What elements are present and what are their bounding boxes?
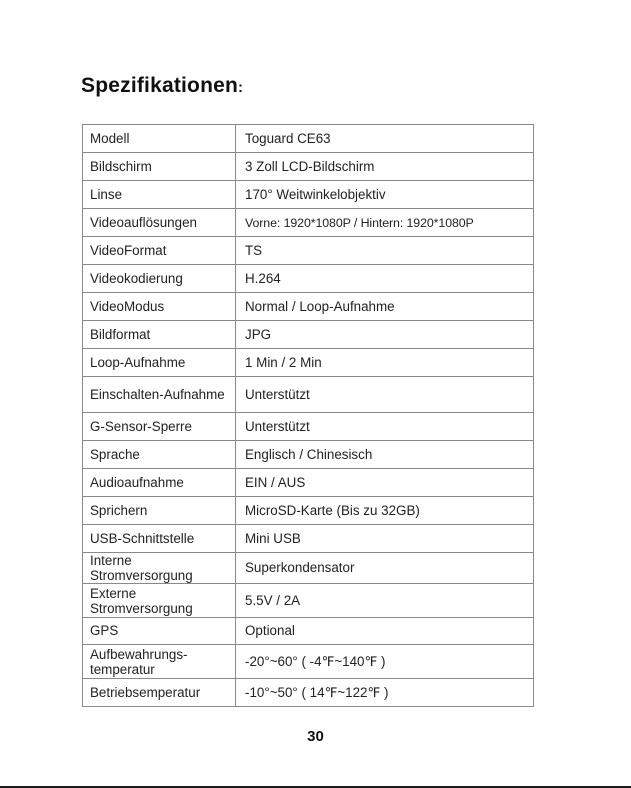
spec-value: 1 Min / 2 Min xyxy=(236,349,534,377)
spec-value: -20°~60° ( -4℉~140℉ ) xyxy=(236,645,534,679)
spec-label: USB-Schnittstelle xyxy=(83,525,236,553)
spec-row xyxy=(83,349,534,377)
spec-row xyxy=(83,125,534,153)
spec-label: Audioaufnahme xyxy=(83,469,236,497)
spec-value: MicroSD-Karte (Bis zu 32GB) xyxy=(236,497,534,525)
spec-row xyxy=(83,321,534,349)
page-title xyxy=(81,74,243,98)
spec-label: Linse xyxy=(83,181,236,209)
spec-value: Mini USB xyxy=(236,525,534,553)
spec-row xyxy=(83,469,534,497)
spec-label: GPS xyxy=(83,618,236,645)
spec-label: VideoFormat xyxy=(83,237,236,265)
spec-value: Vorne: 1920*1080P / Hintern: 1920*1080P xyxy=(236,209,534,237)
spec-value: Unterstützt xyxy=(236,377,534,413)
spec-row xyxy=(83,584,534,618)
spec-label: VideoModus xyxy=(83,293,236,321)
spec-value: Superkondensator xyxy=(236,553,534,584)
spec-row xyxy=(83,525,534,553)
spec-row xyxy=(83,153,534,181)
spec-label: Bildformat xyxy=(83,321,236,349)
spec-row xyxy=(83,265,534,293)
page-number: 30 xyxy=(307,728,324,745)
specifications-table-body xyxy=(83,125,534,707)
spec-value: 170° Weitwinkelobjektiv xyxy=(236,181,534,209)
spec-label: Modell xyxy=(83,125,236,153)
spec-label: G-Sensor-Sperre xyxy=(83,413,236,441)
spec-value: Normal / Loop-Aufnahme xyxy=(236,293,534,321)
spec-value: Toguard CE63 xyxy=(236,125,534,153)
spec-label: Sprichern xyxy=(83,497,236,525)
spec-label: Interne Stromversorgung xyxy=(83,553,236,584)
spec-label: Externe Stromversorgung xyxy=(83,584,236,618)
spec-value: JPG xyxy=(236,321,534,349)
spec-row xyxy=(83,209,534,237)
spec-value: TS xyxy=(236,237,534,265)
spec-row xyxy=(83,618,534,645)
spec-label: Loop-Aufnahme xyxy=(83,349,236,377)
spec-label: Aufbewahrungs-temperatur xyxy=(83,645,236,679)
spec-row xyxy=(83,679,534,707)
spec-row xyxy=(83,293,534,321)
spec-label: Sprache xyxy=(83,441,236,469)
spec-label: Betriebsemperatur xyxy=(83,679,236,707)
spec-label: Videoauflösungen xyxy=(83,209,236,237)
spec-row xyxy=(83,181,534,209)
spec-row xyxy=(83,553,534,584)
spec-value: EIN / AUS xyxy=(236,469,534,497)
spec-value: H.264 xyxy=(236,265,534,293)
spec-row xyxy=(83,645,534,679)
spec-value: Optional xyxy=(236,618,534,645)
spec-label: Videokodierung xyxy=(83,265,236,293)
spec-row xyxy=(83,413,534,441)
spec-value: 5.5V / 2A xyxy=(236,584,534,618)
spec-label: Einschalten-Aufnahme xyxy=(83,377,236,413)
specifications-table xyxy=(82,124,534,707)
spec-row xyxy=(83,441,534,469)
spec-value: Unterstützt xyxy=(236,413,534,441)
spec-row xyxy=(83,497,534,525)
page-title-colon: : xyxy=(238,79,244,96)
spec-row xyxy=(83,237,534,265)
spec-value: 3 Zoll LCD-Bildschirm xyxy=(236,153,534,181)
spec-row xyxy=(83,377,534,413)
page-title-text: Spezifikationen xyxy=(81,74,239,97)
spec-value: Englisch / Chinesisch xyxy=(236,441,534,469)
spec-value: -10°~50° ( 14℉~122℉ ) xyxy=(236,679,534,707)
spec-label: Bildschirm xyxy=(83,153,236,181)
